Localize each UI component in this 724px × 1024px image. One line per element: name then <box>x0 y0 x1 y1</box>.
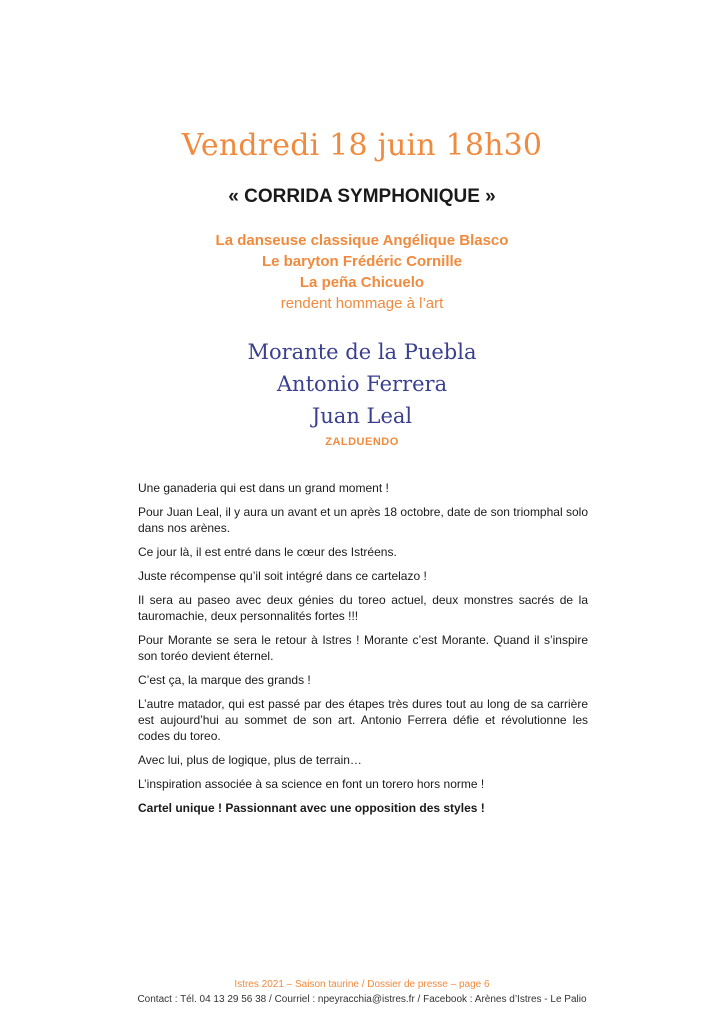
paragraph: L’inspiration associée à sa science en font un torero hors norme ! <box>138 777 485 791</box>
performer-pena: La peña Chicuelo <box>299 274 425 291</box>
torero-name: Morante de la Puebla <box>247 340 477 364</box>
toreros-list <box>0 336 724 432</box>
paragraph: Pour Juan Leal, il y aura un avant et un après 18 octobre, date de son triomphal solo dans nos arènes. <box>138 505 588 535</box>
event-date-title: Vendredi 18 juin 18h30 <box>181 128 543 163</box>
torero-name: Juan Leal <box>311 404 413 428</box>
paragraph: Avec lui, plus de logique, plus de terrain… <box>138 753 362 767</box>
paragraph: Pour Morante se sera le retour à Istres ! Morante c’est Morante. Quand il s’inspire son toréo devient éternel. <box>138 633 588 663</box>
performer-baritone: Le baryton Frédéric Cornille <box>261 253 463 270</box>
article-body <box>138 480 588 824</box>
ganaderia-name: ZALDUENDO <box>325 436 399 448</box>
paragraph: Juste récompense qu’il soit intégré dans ce cartelazo ! <box>138 569 427 583</box>
performer-dancer: La danseuse classique Angélique Blasco <box>215 232 509 249</box>
paragraph: Une ganaderia qui est dans un grand moment ! <box>138 481 389 495</box>
paragraph: Ce jour là, il est entré dans le cœur des Istréens. <box>138 545 397 559</box>
performers-block <box>0 230 724 314</box>
paragraph: L’autre matador, qui est passé par des étapes très dures tout au long de sa carrière est aujourd’hui au sommet de son art. Antonio Ferrera défie et révolutionne les codes du toreo. <box>138 697 588 743</box>
paragraph: Il sera au paseo avec deux génies du toreo actuel, deux monstres sacrés de la tauromachie, deux personnalités fortes !!! <box>138 593 588 623</box>
performers-tribute: rendent hommage à l’art <box>280 295 444 312</box>
closing-paragraph: Cartel unique ! Passionnant avec une opposition des styles ! <box>138 801 485 815</box>
footer-contact: Contact : Tél. 04 13 29 56 38 / Courriel : npeyracchia@istres.fr / Facebook : Arènes d’Istres - Le Palio <box>137 994 587 1005</box>
footer-page-info: Istres 2021 – Saison taurine / Dossier de presse – page 6 <box>234 979 490 990</box>
torero-name: Antonio Ferrera <box>276 372 448 396</box>
show-title: « CORRIDA SYMPHONIQUE » <box>228 186 496 207</box>
paragraph: C’est ça, la marque des grands ! <box>138 673 311 687</box>
